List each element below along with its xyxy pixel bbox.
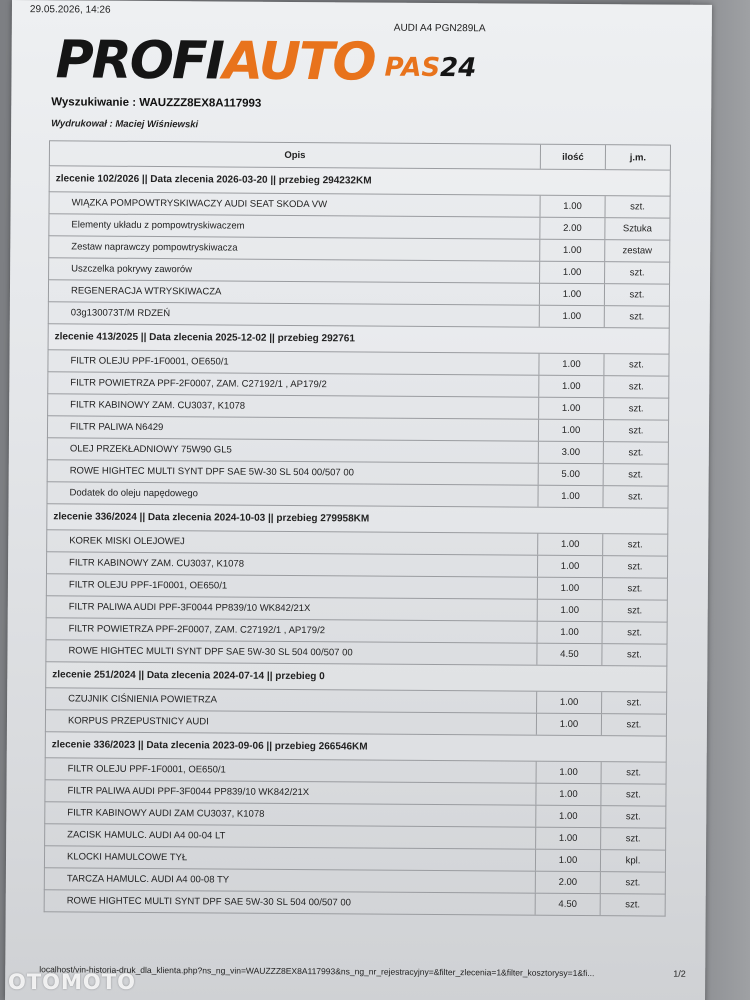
item-description: FILTR POWIETRZA PPF-2F0007, ZAM. C27192/1 , AP179/2 [47, 618, 538, 642]
item-description: ROWE HIGHTEC MULTI SYNT DPF SAE 5W-30 SL 504 00/507 00 [46, 640, 537, 664]
item-quantity: 1.00 [538, 578, 603, 599]
item-unit: Sztuka [622, 223, 652, 235]
item-description: ROWE HIGHTEC MULTI SYNT DPF SAE 5W-30 SL 504 00/507 00 [45, 890, 536, 914]
item-unit: szt. [629, 311, 645, 323]
item-quantity: 1.00 [539, 420, 604, 441]
printed-document [5, 0, 712, 1000]
logo-part-pas: PAS [384, 52, 441, 83]
print-datetime: 29.05.2026, 14:26 [29, 4, 111, 16]
item-unit: szt. [627, 649, 642, 661]
item-unit: zestaw [622, 245, 653, 257]
item-quantity: 3.00 [539, 442, 604, 463]
item-description: FILTR KABINOWY AUDI ZAM CU3037, K1078 [45, 802, 536, 826]
item-quantity: 1.00 [538, 486, 603, 507]
item-description: FILTR KABINOWY ZAM. CU3037, K1078 [47, 552, 538, 576]
item-unit: szt. [628, 403, 644, 415]
item-description: ZACISK HAMULC. AUDI A4 00-04 LT [45, 824, 536, 848]
order-header-row: zlecenie 251/2024 || Data zlecenia 2024-07-14 || przebieg 0 [45, 662, 667, 692]
logo-part-profi: PROFI [55, 30, 224, 92]
item-quantity: 1.00 [539, 376, 604, 397]
item-description: ROWE HIGHTEC MULTI SYNT DPF SAE 5W-30 SL 504 00/507 00 [48, 460, 539, 484]
order-header-row: zlecenie 413/2025 || Data zlecenia 2025-12-02 || przebieg 292761 [48, 324, 670, 354]
item-quantity: 1.00 [536, 828, 601, 849]
table-row [44, 890, 666, 916]
item-description: FILTR OLEJU PPF-1F0001, OE650/1 [47, 574, 538, 598]
item-unit: szt. [627, 627, 643, 639]
item-unit: szt. [625, 899, 641, 911]
item-description: FILTR POWIETRZA PPF-2F0007, ZAM. C27192/1 , AP179/2 [48, 372, 539, 396]
item-quantity: 1.00 [538, 600, 603, 621]
item-quantity: 2.00 [540, 218, 605, 239]
column-header-description: Opis [50, 141, 541, 168]
column-header-unit: j.m. [629, 151, 647, 163]
item-quantity: 1.00 [540, 240, 605, 261]
item-quantity: 1.00 [540, 284, 605, 305]
item-unit: szt. [626, 697, 642, 709]
item-unit: kpl. [625, 855, 641, 867]
item-description: Elementy układu z pompowtryskiwaczem [49, 214, 540, 238]
item-description: KOREK MISKI OLEJOWEJ [47, 530, 538, 554]
item-quantity: 1.00 [536, 806, 601, 827]
logo-part-auto: AUTO [222, 31, 375, 93]
item-description: Zestaw naprawczy pompowtryskiwacza [49, 236, 540, 260]
item-unit: szt. [630, 201, 645, 213]
printed-by-line: Wydrukował : Maciej Wiśniewski [51, 118, 199, 131]
order-header-row: zlecenie 336/2024 || Data zlecenia 2024-10-03 || przebieg 279958KM [46, 504, 668, 534]
item-unit: szt. [626, 719, 642, 731]
item-unit: szt. [627, 561, 643, 573]
footer-page-number: 1/2 [673, 968, 686, 979]
item-unit: szt. [625, 833, 641, 845]
item-description: FILTR PALIWA AUDI PPF-3F0044 PP839/10 WK842/21X [45, 780, 536, 804]
item-description: TARCZA HAMULC. AUDI A4 00-08 TY [45, 868, 536, 892]
item-quantity: 1.00 [541, 196, 606, 217]
item-description: KLOCKI HAMULCOWE TYŁ [45, 846, 536, 870]
item-quantity: 1.00 [539, 354, 604, 375]
item-unit: szt. [628, 491, 643, 503]
item-description: FILTR OLEJU PPF-1F0001, OE650/1 [48, 350, 539, 374]
item-quantity: 5.00 [539, 464, 604, 485]
table-body [44, 166, 671, 916]
item-quantity: 1.00 [540, 306, 605, 327]
item-unit: szt. [627, 605, 643, 617]
item-description: Dodatek do oleju napędowego [47, 482, 538, 506]
item-unit: szt. [628, 381, 644, 393]
item-unit: szt. [629, 359, 644, 371]
item-unit: szt. [628, 469, 644, 481]
order-header-row: zlecenie 336/2023 || Data zlecenia 2023-09-06 || przebieg 266546KM [45, 732, 667, 762]
item-quantity: 1.00 [536, 784, 601, 805]
profiauto-logo [55, 26, 477, 93]
item-unit: szt. [628, 447, 644, 459]
service-history-table [44, 140, 671, 916]
item-description: FILTR PALIWA AUDI PPF-3F0044 PP839/10 WK842/21X [47, 596, 538, 620]
item-unit: szt. [625, 811, 641, 823]
item-description: REGENERACJA WTRYSKIWACZA [49, 280, 540, 304]
item-description: FILTR PALIWA N6429 [48, 416, 539, 440]
logo-part-24: 24 [440, 52, 477, 84]
item-description: OLEJ PRZEKŁADNIOWY 75W90 GL5 [48, 438, 539, 462]
item-quantity: 1.00 [538, 622, 603, 643]
search-vin-line: Wyszukiwanie : WAUZZZ8EX8A117993 [51, 96, 262, 110]
otomoto-watermark: OTOMOTO [8, 970, 136, 994]
item-quantity: 4.50 [536, 894, 601, 915]
item-unit: szt. [627, 583, 643, 595]
item-description: WIĄZKA POMPOWTRYSKIWACZY AUDI SEAT SKODA VW [50, 192, 541, 216]
item-description: KORPUS PRZEPUSTNICY AUDI [46, 710, 537, 734]
vehicle-label: AUDI A4 PGN289LA [393, 22, 486, 35]
item-description: CZUJNIK CIŚNIENIA POWIETRZA [46, 688, 537, 712]
item-quantity: 1.00 [537, 692, 602, 713]
item-unit: szt. [629, 289, 645, 301]
footer-url: localhost/vin-historia-druk_dla_klienta.php?ns_ng_vin=WAUZZZ8EX8A117993&ns_ng_nr_rejestracyjny=&filter_zlecenia=1&filter_kosztorysy=1&fi... [39, 964, 595, 979]
item-quantity: 1.00 [536, 850, 601, 871]
column-header-quantity: ilość [541, 145, 606, 169]
item-description: Uszczelka pokrywy zaworów [49, 258, 540, 282]
item-quantity: 1.00 [537, 714, 602, 735]
item-quantity: 1.00 [538, 534, 603, 555]
item-description: FILTR OLEJU PPF-1F0001, OE650/1 [46, 758, 537, 782]
item-quantity: 2.00 [536, 872, 601, 893]
item-quantity: 1.00 [539, 398, 604, 419]
item-quantity: 1.00 [538, 556, 603, 577]
item-description: FILTR KABINOWY ZAM. CU3037, K1078 [48, 394, 539, 418]
item-unit: szt. [626, 789, 641, 801]
item-unit: szt. [625, 877, 641, 889]
item-unit: szt. [627, 539, 643, 551]
item-unit: szt. [628, 425, 644, 437]
item-unit: szt. [626, 767, 642, 779]
order-header-row: zlecenie 102/2026 || Data zlecenia 2026-03-20 || przebieg 294232KM [49, 166, 671, 196]
item-description: 03g130073T/M RDZEŃ [49, 302, 540, 326]
item-quantity: 1.00 [537, 762, 602, 783]
item-unit: szt. [629, 267, 645, 279]
item-quantity: 4.50 [537, 644, 602, 665]
item-quantity: 1.00 [540, 262, 605, 283]
